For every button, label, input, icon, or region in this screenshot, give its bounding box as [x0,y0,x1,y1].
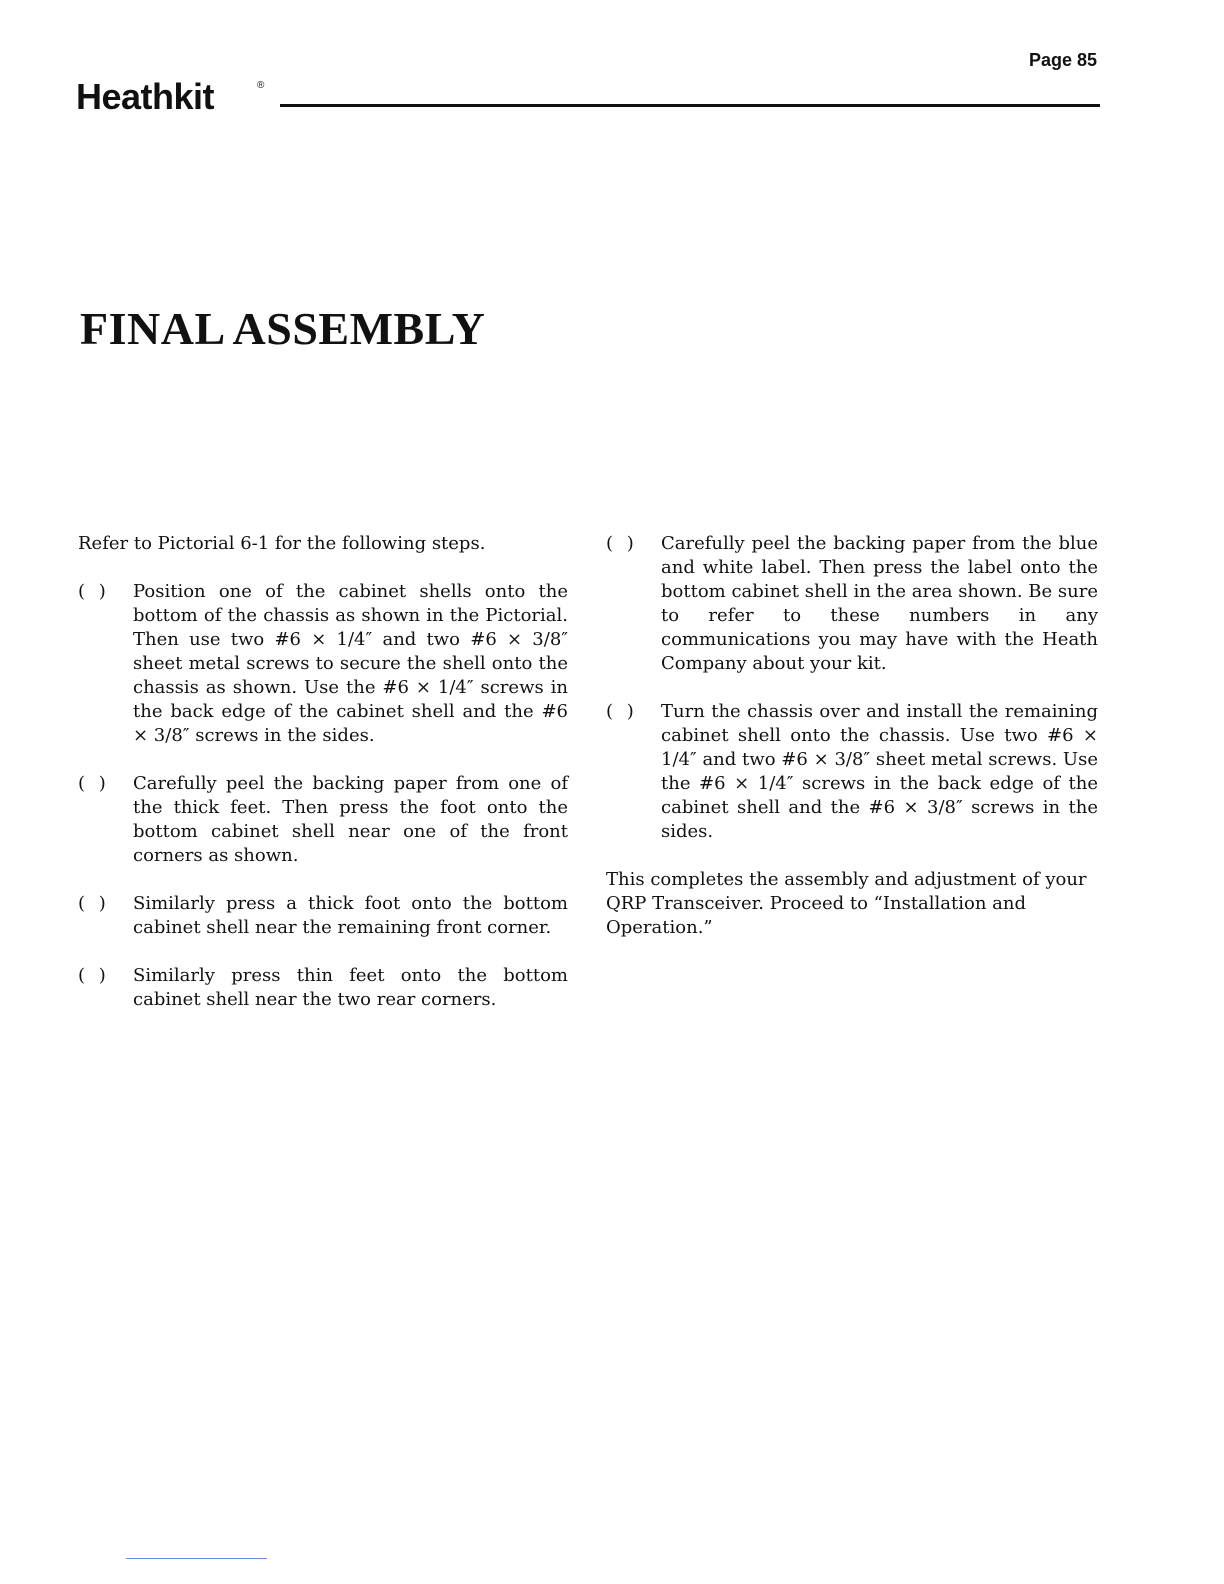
closing-text: This completes the assembly and adjustment of your QRP Transceiver. Proceed to “Installation and Operation.” [606,869,1087,938]
step-text: Similarly press a thick foot onto the bottom cabinet shell near the remaining front corner. [133,893,568,938]
footer-line [126,1558,267,1559]
step-item [606,700,1098,844]
step-text: Position one of the cabinet shells onto the bottom of the chassis as shown in the Pictorial. Then use two #6 × 1/4″ and two #6 × 3/8″ sheet metal screws to secure the shell onto the chassis as shown. Use the #6 × 1/4″ screws in the back edge of the cabinet shell and the #6 × 3/8″ screws in the sides. [133,581,568,746]
header-rule [280,104,1100,107]
step-text: Carefully peel the backing paper from one of the thick feet. Then press the foot onto the bottom cabinet shell near one of the front corners as shown. [133,773,568,866]
page-number: Page 85 [1029,50,1098,70]
step-item [78,772,568,868]
step-item [78,964,568,1012]
right-column [606,532,1098,940]
step-text: Turn the chassis over and install the remaining cabinet shell onto the chassis. Use two #6 × 1/4″ and two #6 × 3/8″ sheet metal screws. Use the #6 × 1/4″ screws in the back edge of the cabinet shell and the #6 × 3/8″ screws in the sides. [661,701,1098,842]
intro-text: Refer to Pictorial 6-1 for the following steps. [78,533,486,554]
step-item [78,580,568,748]
step-checkbox[interactable]: ( ) [78,893,110,914]
section-title: FINAL ASSEMBLY [80,303,486,354]
step-checkbox[interactable]: ( ) [78,965,110,986]
step-text: Similarly press thin feet onto the bottom cabinet shell near the two rear corners. [133,965,568,1010]
step-checkbox[interactable]: ( ) [606,533,638,554]
step-item [78,892,568,940]
step-text: Carefully peel the backing paper from the blue and white label. Then press the label onto the bottom cabinet shell in the area shown. Be sure to refer to these numbers in any communications you may have with the Heath Company about your kit. [661,533,1098,674]
left-column [78,532,568,1036]
registered-mark: ® [257,80,265,91]
step-checkbox[interactable]: ( ) [78,581,110,602]
brand-logo: Heathkit [76,76,215,117]
step-checkbox[interactable]: ( ) [606,701,638,722]
step-checkbox[interactable]: ( ) [78,773,110,794]
step-item [606,532,1098,676]
